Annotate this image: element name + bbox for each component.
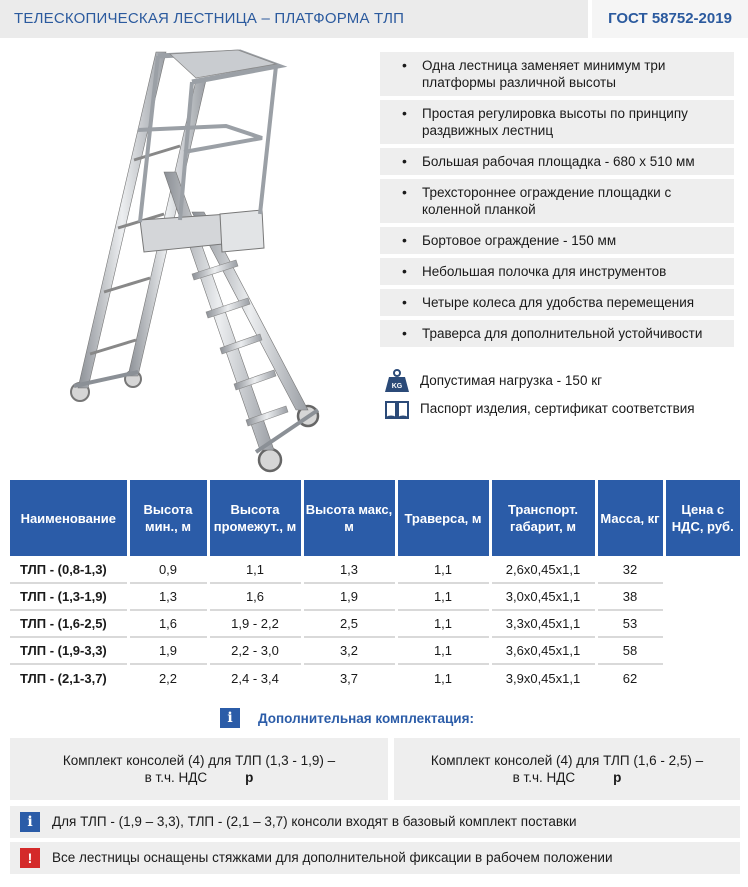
table-cell: 1,1 [396,583,490,610]
feature-item: • Бортовое ограждение - 150 мм [380,227,734,254]
price-cell [664,610,740,637]
table-cell: 0,9 [128,556,208,583]
addon-currency: р [245,770,254,785]
price-cell [664,583,740,610]
table-cell: 1,6 [208,583,302,610]
svg-text:KG: KG [391,383,403,390]
table-header-row [10,480,740,556]
ladder-platform-image [30,42,350,474]
table-cell: ТЛП - (2,1-3,7) [10,664,128,691]
table-cell: 3,2 [302,637,396,664]
table-cell: 2,4 - 3,4 [208,664,302,691]
table-row [10,637,740,664]
info-icon: i [220,708,240,728]
feature-item: • Большая рабочая площадка - 680 х 510 мм [380,148,734,175]
table-cell: 3,9х0,45х1,1 [490,664,596,691]
addon-vat-line [394,769,740,786]
addon-item [10,738,388,800]
table-cell: 1,9 - 2,2 [208,610,302,637]
table-cell: 58 [596,637,664,664]
info-note-text: Для ТЛП - (1,9 – 3,3), ТЛП - (2,1 – 3,7) консоли входят в базовый комплект поставки [52,814,577,829]
wheel-icon [71,371,318,471]
table-cell: ТЛП - (1,6-2,5) [10,610,128,637]
price-cell [664,637,740,664]
table-cell: 1,6 [128,610,208,637]
standard-badge: ГОСТ 58752-2019 [588,0,748,38]
warning-icon: ! [20,848,40,868]
table-cell: 1,1 [396,556,490,583]
info-note [10,806,740,838]
table-cell: 1,1 [396,637,490,664]
column-header: Высота макс, м [302,480,396,556]
table-cell: ТЛП - (1,3-1,9) [10,583,128,610]
addon-vat-line [10,769,388,786]
table-row [10,556,740,583]
table-cell: 3,3х0,45х1,1 [490,610,596,637]
table-cell: 53 [596,610,664,637]
warning-note [10,842,740,874]
feature-item: • Четыре колеса для удобства перемещения [380,289,734,316]
feature-item: • Простая регулировка высоты по принципу раздвижных лестниц [380,100,734,144]
table-cell: ТЛП - (0,8-1,3) [10,556,128,583]
column-header: Высота мин., м [128,480,208,556]
addon-currency: р [613,770,622,785]
load-info [380,368,740,394]
docs-text: Паспорт изделия, сертификат соответствия [420,401,695,416]
addon-description: Комплект консолей (4) для ТЛП (1,6 - 2,5) – [430,753,704,768]
table-row [10,664,740,691]
load-text: Допустимая нагрузка - 150 кг [420,373,603,388]
docs-info [380,396,740,422]
feature-item: • Одна лестница заменяет минимум три платформы различной высоты [380,52,734,96]
table-cell: 1,9 [128,637,208,664]
table-cell: 3,0х0,45х1,1 [490,583,596,610]
open-book-icon [384,396,410,422]
table-cell: ТЛП - (1,9-3,3) [10,637,128,664]
table-cell: 1,1 [208,556,302,583]
addon-vat-label: в т.ч. НДС [512,770,576,785]
price-cell [664,664,740,691]
table-row [10,583,740,610]
table-row [10,610,740,637]
table-cell: 1,1 [396,610,490,637]
column-header: Наименование [10,480,128,556]
column-header: Цена с НДС, руб. [664,480,740,556]
table-cell: 62 [596,664,664,691]
table-cell: 1,3 [302,556,396,583]
addon-vat-label: в т.ч. НДС [144,770,208,785]
info-icon: i [20,812,40,832]
table-cell: 2,6х0,45х1,1 [490,556,596,583]
spec-table [10,480,740,691]
table-cell: 38 [596,583,664,610]
table-cell: 1,1 [396,664,490,691]
column-header: Траверса, м [396,480,490,556]
table-cell: 1,9 [302,583,396,610]
table-cell: 1,3 [128,583,208,610]
column-header: Высота промежут., м [208,480,302,556]
column-header: Масса, кг [596,480,664,556]
feature-item: • Небольшая полочка для инструментов [380,258,734,285]
table-cell: 2,2 - 3,0 [208,637,302,664]
table-cell: 3,7 [302,664,396,691]
price-cell [664,556,740,583]
table-cell: 2,2 [128,664,208,691]
warning-note-text: Все лестницы оснащены стяжками для дополнительной фиксации в рабочем положении [52,850,613,865]
feature-item: • Трехстороннее ограждение площадки с коленной планкой [380,179,734,223]
page-title: ТЕЛЕСКОПИЧЕСКАЯ ЛЕСТНИЦА – ПЛАТФОРМА ТЛП [14,10,405,27]
addons-title: Дополнительная комплектация: [258,711,474,726]
addon-item [394,738,740,800]
addon-description: Комплект консолей (4) для ТЛП (1,3 - 1,9) – [62,753,336,768]
table-cell: 3,6х0,45х1,1 [490,637,596,664]
weight-kg-icon [384,368,410,394]
features-list [380,52,734,351]
feature-item: • Траверса для дополнительной устойчивости [380,320,734,347]
page-header [0,0,748,38]
table-cell: 32 [596,556,664,583]
table-cell: 2,5 [302,610,396,637]
column-header: Транспорт. габарит, м [490,480,596,556]
